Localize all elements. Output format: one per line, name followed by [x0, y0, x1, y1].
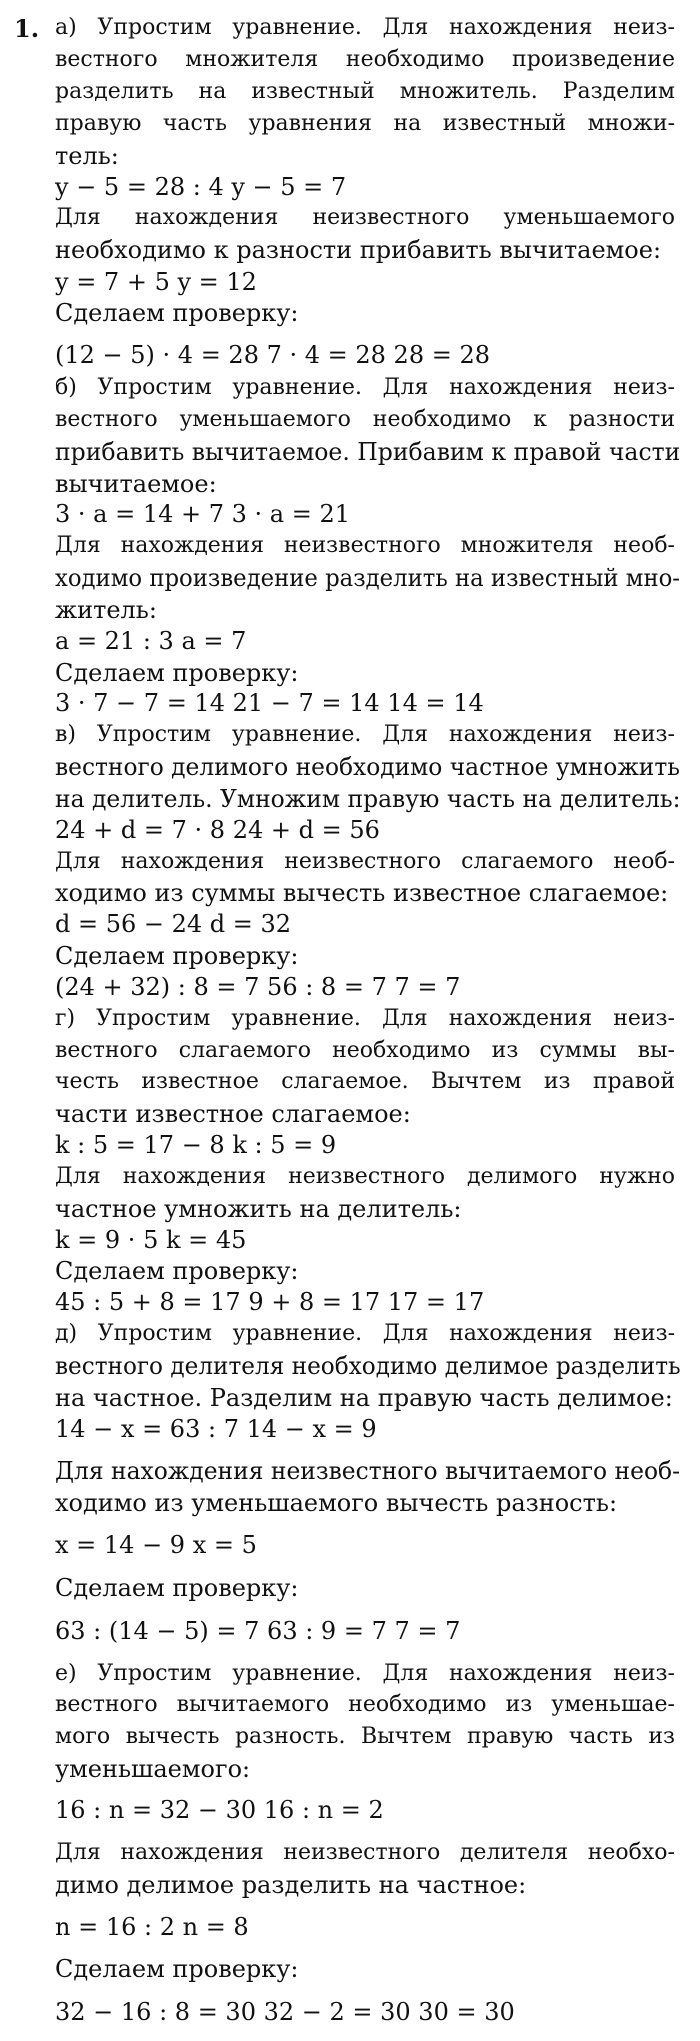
equation-line: 3 · 7 − 7 = 14 21 − 7 = 14 14 = 14: [55, 689, 484, 717]
equation-line: y − 5 = 28 : 4 y − 5 = 7: [55, 173, 347, 201]
equation-line: a = 21 : 3 a = 7: [55, 627, 247, 655]
text-line: Сделаем проверку:: [55, 1955, 299, 1983]
text-line: вестного уменьшаемого необходимо к разности: [55, 407, 675, 432]
text-line: Сделаем проверку:: [55, 1574, 299, 1602]
text-line: мого вычесть разность. Вычтем правую часть из: [55, 1724, 675, 1749]
text-line: уменьшаемого:: [55, 1755, 251, 1783]
text-line: ходимо из суммы вычесть известное слагаемое:: [55, 879, 669, 907]
text-line: а) Упростим уравнение. Для нахождения неиз-: [55, 15, 675, 40]
equation-line: 45 : 5 + 8 = 17 9 + 8 = 17 17 = 17: [55, 1288, 485, 1316]
equation-line: y = 7 + 5 y = 12: [55, 268, 257, 296]
text-line: ходимо произведение разделить на известный мно-: [55, 564, 680, 592]
equation-line: (12 − 5) · 4 = 28 7 · 4 = 28 28 = 28: [55, 341, 490, 369]
text-line: вестного вычитаемого необходимо из уменьшае-: [55, 1692, 675, 1717]
text-line: честь известное слагаемое. Вычтем из правой: [55, 1069, 675, 1094]
text-line: правую часть уравнения на известный множи-: [55, 111, 675, 136]
text-line: вестного слагаемого необходимо из суммы вы-: [55, 1038, 675, 1063]
text-line: житель:: [55, 596, 157, 624]
equation-line: k = 9 · 5 k = 45: [55, 1226, 247, 1254]
text-line: части известное слагаемое:: [55, 1100, 411, 1128]
text-line: Для нахождения неизвестного делителя необхо-: [55, 1840, 675, 1865]
text-line: Для нахождения неизвестного слагаемого необ-: [55, 849, 675, 874]
text-line: д) Упростим уравнение. Для нахождения неиз-: [55, 1321, 675, 1346]
problem-number: 1.: [14, 14, 40, 43]
text-line: на частное. Разделим на правую часть делимое:: [55, 1384, 673, 1412]
equation-line: k : 5 = 17 − 8 k : 5 = 9: [55, 1131, 337, 1159]
text-line: необходимо к разности прибавить вычитаемое:: [55, 236, 662, 264]
text-line: разделить на известный множитель. Разделим: [55, 79, 675, 104]
text-line: Сделаем проверку:: [55, 659, 299, 687]
equation-line: x = 14 − 9 x = 5: [55, 1531, 257, 1559]
text-line: Для нахождения неизвестного вычитаемого необ-: [55, 1457, 681, 1485]
text-line: частное умножить на делитель:: [55, 1195, 462, 1223]
text-line: б) Упростим уравнение. Для нахождения неиз-: [55, 375, 675, 400]
equation-line: 24 + d = 7 · 8 24 + d = 56: [55, 816, 380, 844]
equation-line: (24 + 32) : 8 = 7 56 : 8 = 7 7 = 7: [55, 973, 461, 1001]
text-line: Для нахождения неизвестного уменьшаемого: [55, 205, 675, 230]
text-line: Для нахождения неизвестного множителя необ-: [55, 533, 675, 558]
text-line: Для нахождения неизвестного делимого нужно: [55, 1164, 675, 1189]
equation-line: n = 16 : 2 n = 8: [55, 1913, 249, 1941]
text-line: ходимо из уменьшаемого вычесть разность:: [55, 1489, 618, 1517]
text-line: е) Упростим уравнение. Для нахождения неиз-: [55, 1661, 675, 1686]
text-line: Сделаем проверку:: [55, 942, 299, 970]
text-line: Сделаем проверку:: [55, 1257, 299, 1285]
text-line: Сделаем проверку:: [55, 299, 299, 327]
text-line: прибавить вычитаемое. Прибавим к правой части: [55, 438, 681, 466]
text-line: вычитаемое:: [55, 470, 217, 498]
equation-line: 14 − x = 63 : 7 14 − x = 9: [55, 1415, 377, 1443]
equation-line: 32 − 16 : 8 = 30 32 − 2 = 30 30 = 30: [55, 1998, 515, 2026]
text-line: г) Упростим уравнение. Для нахождения неиз-: [55, 1006, 675, 1031]
equation-line: 16 : n = 32 − 30 16 : n = 2: [55, 1796, 384, 1824]
equation-line: 3 · a = 14 + 7 3 · a = 21: [55, 500, 351, 528]
text-line: в) Упростим уравнение. Для нахождения неиз-: [55, 722, 675, 747]
equation-line: d = 56 − 24 d = 32: [55, 910, 292, 938]
text-line: димо делимое разделить на частное:: [55, 1871, 527, 1899]
equation-line: 63 : (14 − 5) = 7 63 : 9 = 7 7 = 7: [55, 1617, 461, 1645]
text-line: вестного делителя необходимо делимое разделить: [55, 1352, 681, 1380]
text-line: вестного делимого необходимо частное умножить: [55, 753, 680, 781]
text-line: на делитель. Умножим правую часть на делитель:: [55, 785, 681, 813]
text-line: тель:: [55, 142, 119, 170]
text-line: вестного множителя необходимо произведение: [55, 47, 675, 72]
